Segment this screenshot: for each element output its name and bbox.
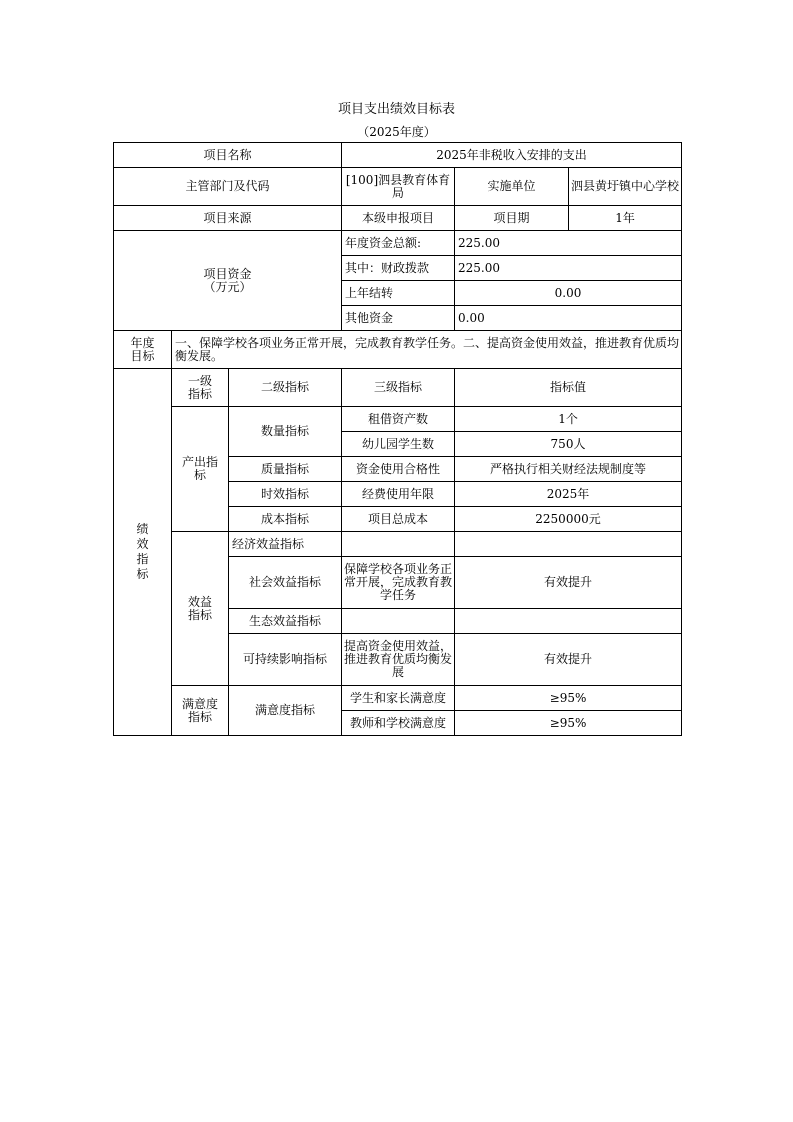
cost-l3: 项目总成本 <box>342 507 455 532</box>
satisfaction-l3: 教师和学校满意度 <box>342 711 455 736</box>
satisfaction-l2: 满意度指标 <box>229 686 342 736</box>
social-l2: 社会效益指标 <box>229 557 342 609</box>
impl-unit-value: 泗县黄圩镇中心学校 <box>569 168 682 206</box>
funds-fiscal-value: 225.00 <box>455 256 682 281</box>
funds-carryover-value: 0.00 <box>455 281 682 306</box>
dept-value: [100]泗县教育体育局 <box>342 168 455 206</box>
economic-value <box>455 532 682 557</box>
page-title: 项目支出绩效目标表 <box>337 102 455 117</box>
goal-text: 一、保障学校各项业务正常开展，完成教育教学任务。二、提高资金使用效益，推进教育优质均衡发展。 <box>172 331 682 369</box>
timeliness-value: 2025年 <box>455 482 682 507</box>
output-label: 产出指标 <box>172 407 229 532</box>
satisfaction-label: 满意度指标 <box>172 686 229 736</box>
quantity-value: 1个 <box>455 407 682 432</box>
header-l3: 三级指标 <box>342 369 455 407</box>
timeliness-l3: 经费使用年限 <box>342 482 455 507</box>
quality-l3: 资金使用合格性 <box>342 457 455 482</box>
funds-total-label: 年度资金总额: <box>342 231 455 256</box>
project-name: 2025年非税收入安排的支出 <box>342 143 682 168</box>
funds-other-value: 0.00 <box>455 306 682 331</box>
dept-label: 主管部门及代码 <box>114 168 342 206</box>
funds-label: 项目资金（万元） <box>114 231 342 331</box>
page-subtitle: （2025年度） <box>357 125 436 139</box>
benefit-label: 效益指标 <box>172 532 229 686</box>
sustain-l3: 提高资金使用效益，推进教育优质均衡发展 <box>342 634 455 686</box>
sustain-value: 有效提升 <box>455 634 682 686</box>
header-value: 指标值 <box>455 369 682 407</box>
sustain-l2: 可持续影响指标 <box>229 634 342 686</box>
performance-table <box>113 142 682 736</box>
indicators-section-label: 绩效指标 <box>114 369 172 736</box>
period-value: 1年 <box>569 206 682 231</box>
project-name-label: 项目名称 <box>114 143 342 168</box>
quality-value: 严格执行相关财经法规制度等 <box>455 457 682 482</box>
economic-l2: 经济效益指标 <box>229 532 342 557</box>
satisfaction-value: ≥95% <box>455 686 682 711</box>
ecological-value <box>455 609 682 634</box>
social-l3: 保障学校各项业务正常开展，完成教育教学任务 <box>342 557 455 609</box>
header-l2: 二级指标 <box>229 369 342 407</box>
social-value: 有效提升 <box>455 557 682 609</box>
ecological-l3 <box>342 609 455 634</box>
goal-label: 年度目标 <box>114 331 172 369</box>
period-label: 项目期 <box>455 206 569 231</box>
satisfaction-l3: 学生和家长满意度 <box>342 686 455 711</box>
satisfaction-value: ≥95% <box>455 711 682 736</box>
quantity-value: 750人 <box>455 432 682 457</box>
quantity-l3: 幼儿园学生数 <box>342 432 455 457</box>
impl-unit-label: 实施单位 <box>455 168 569 206</box>
timeliness-l2: 时效指标 <box>229 482 342 507</box>
source-label: 项目来源 <box>114 206 342 231</box>
source-value: 本级申报项目 <box>342 206 455 231</box>
header-l1: 一级指标 <box>172 369 229 407</box>
ecological-l2: 生态效益指标 <box>229 609 342 634</box>
funds-fiscal-label: 其中：财政拨款 <box>342 256 455 281</box>
quantity-l3: 租借资产数 <box>342 407 455 432</box>
cost-l2: 成本指标 <box>229 507 342 532</box>
economic-l3 <box>342 532 455 557</box>
funds-other-label: 其他资金 <box>342 306 455 331</box>
funds-total-value: 225.00 <box>455 231 682 256</box>
quality-l2: 质量指标 <box>229 457 342 482</box>
cost-value: 2250000元 <box>455 507 682 532</box>
quantity-label: 数量指标 <box>229 407 342 457</box>
funds-carryover-label: 上年结转 <box>342 281 455 306</box>
